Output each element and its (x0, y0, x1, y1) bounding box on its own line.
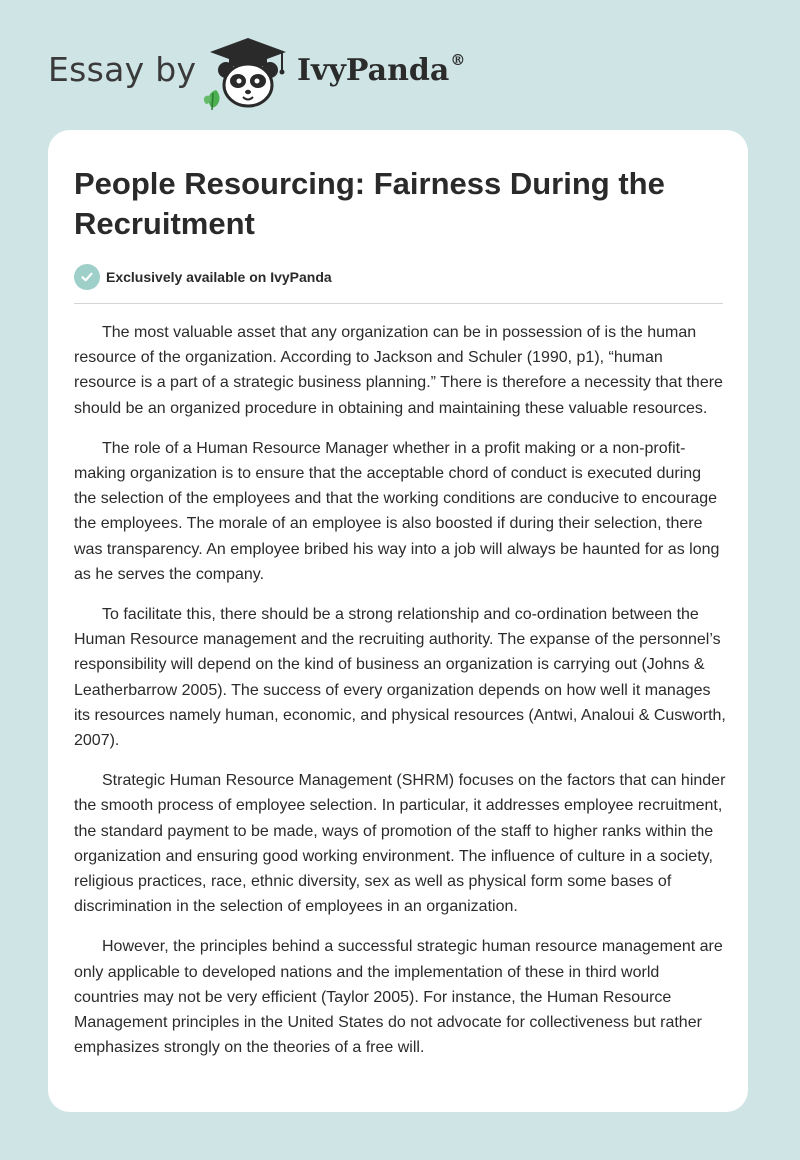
paragraph: To facilitate this, there should be a strong relationship and co-ordination between the Human Resource management and the recruiting authority. The expanse of the personnel’s responsibility will depend on the kind of business an organization is carrying out (Johns & Leatherbarrow 2005). The success of every organization depends on how well it manages its resources namely human, economic, and physical resources (Antwi, Analoui & Cusworth, 2007). (74, 606, 726, 750)
paragraph: However, the principles behind a successful strategic human resource management are only applicable to developed nations and the implementation of these in third world countries may not be very efficient (Taylor 2005). For instance, the Human Resource Management principles in the United States do not advocate for collectiveness but rather emphasizes strongly on the theories of a free will. (74, 938, 723, 1057)
site-header (0, 0, 800, 128)
essay-title: People Resourcing: Fairness During the Recruitment (74, 166, 665, 241)
paragraph: The role of a Human Resource Manager whether in a profit making or a non-profit-making organization is to ensure that the acceptable chord of conduct is executed during the selection of the employees and that the working conditions are conducive to encourage the employees. The morale of an employee is also boosted if during their selection, there was transparency. An employee bribed his way into a job will always be haunted for as long as he serves the company. (74, 439, 720, 583)
paragraph: The most valuable asset that any organization can be in possession of is the human resource of the organization. According to Jackson and Schuler (1990, p1), “human resource is a part of a strategic business planning.” There is therefore a necessity that there should be an organized procedure in obtaining and maintaining these valuable resources. (74, 324, 723, 417)
brand-name-text: IvyPanda (297, 53, 450, 88)
panda-graduation-cap-icon[interactable] (202, 36, 294, 110)
essay-body (74, 320, 726, 1075)
divider (74, 303, 723, 304)
exclusive-badge-text: Exclusively available on IvyPanda (106, 269, 332, 285)
registered-mark: ® (450, 51, 466, 69)
check-circle-icon (74, 264, 100, 290)
brand-name[interactable] (297, 53, 465, 88)
essay-by-label: Essay by (48, 50, 197, 89)
exclusive-badge (74, 264, 332, 290)
essay-card (48, 130, 748, 1112)
paragraph: Strategic Human Resource Management (SHRM) focuses on the factors that can hinder the smooth process of employee selection. In particular, it addresses employee recruitment, the standard payment to be made, ways of promotion of the staff to higher ranks within the organization and ensuring good working environment. The influence of culture in a society, religious practices, race, ethnic diversity, sex as well as physical form some bases of discrimination in the selection of employees in an organization. (74, 772, 726, 916)
